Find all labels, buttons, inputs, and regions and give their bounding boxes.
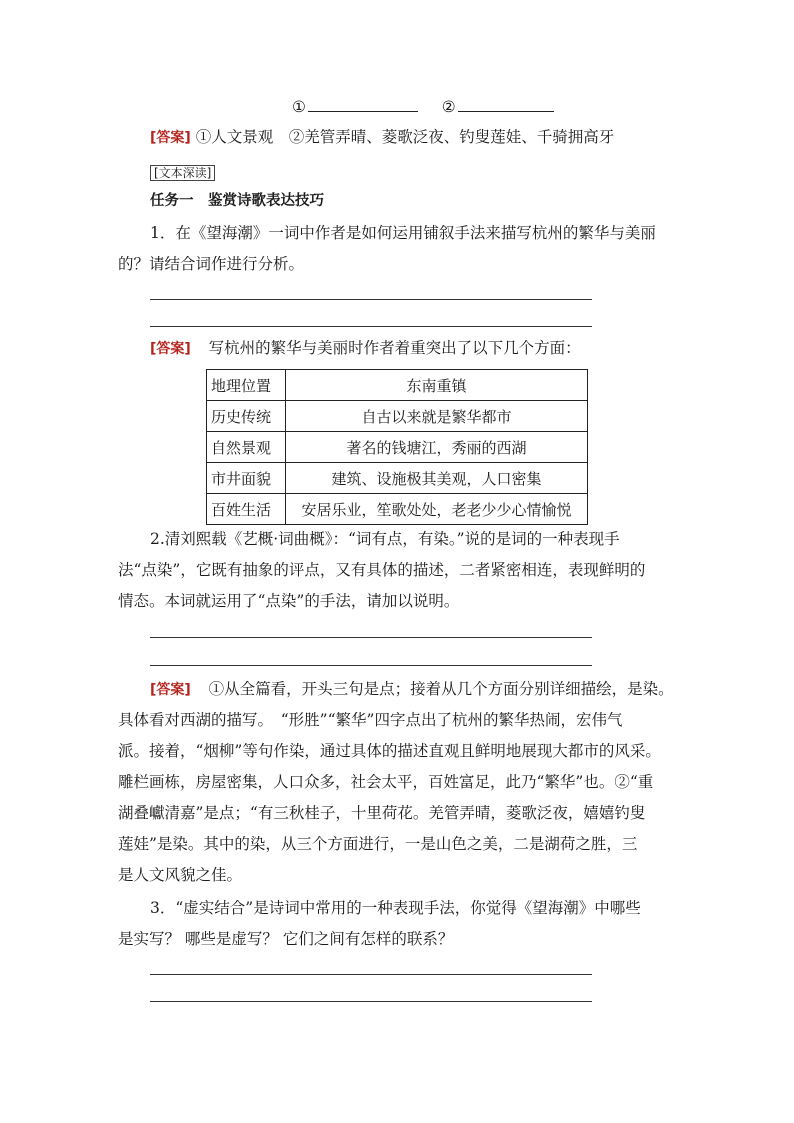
table-value: 东南重镇 [286,370,588,401]
question-3-line-2: 是实写？ 哪些是虚写？ 它们之间有怎样的联系？ [118,930,454,948]
answer-2-text: 写杭州的繁华与美丽时作者着重突出了以下几个方面： [208,339,581,357]
answer-3-line-6: 莲娃”是染。其中的染，从三个方面进行，一是山色之美，二是湖荷之胜，三 [118,835,638,853]
blank-line [292,92,554,123]
answer-2 [150,333,581,365]
question-1-line-1: 1．在《望海潮》一词中作者是如何运用铺叙手法来描写杭州的繁华与美丽 [150,224,656,242]
answer-tag: [答案] [150,341,191,357]
answer-3-line-5: 湖叠巘清嘉”是点；“有三秋桂子，十里荷花。羌管弄晴，菱歌泛夜，嬉嬉钓叟 [118,804,646,822]
table-key: 市井面貌 [207,463,286,494]
table-value: 著名的钱塘江，秀丽的西湖 [286,432,588,463]
blank-field-2[interactable] [458,97,554,112]
answer-3-line-1 [150,674,674,706]
table-row [207,370,588,401]
answer-3-line-4: 雕栏画栋，房屋密集，人口众多，社会太平，百姓富足，此乃“繁华”也。②“重 [118,773,654,791]
answer-3-text-1: ①从全篇看，开头三句是点；接着从几个方面分别详细描绘，是染。 [208,680,674,698]
task-title: 任务一 鉴赏诗歌表达技巧 [150,193,324,209]
question-2-line-2: 法“点染”，它既有抽象的评点，又有具体的描述，二者紧密相连，表现鲜明的 [118,561,646,579]
answer-rule-3[interactable] [150,637,592,638]
table-key: 历史传统 [207,401,286,432]
aspects-table [206,369,588,525]
blank-marker-1: ① [292,98,306,116]
table-key: 自然景观 [207,432,286,463]
answer-tag: [答案] [150,682,191,698]
answer-1-text: ①人文景观 ②羌管弄晴、菱歌泛夜、钓叟莲娃、千骑拥高牙 [195,128,615,146]
answer-3-line-3: 派。接着，“烟柳”等句作染，通过具体的描述直观且鲜明地展现大都市的风采。 [118,742,661,760]
blank-marker-2: ② [441,98,456,116]
answer-3-line-2: 具体看对西湖的描写。 “形胜”“繁华”四字点出了杭州的繁华热闹，宏伟气 [118,711,623,729]
blank-field-1[interactable] [308,97,418,112]
answer-rule-2[interactable] [150,326,592,327]
table-value: 自古以来就是繁华都市 [286,401,588,432]
answer-tag: [答案] [150,130,191,146]
answer-rule-6[interactable] [150,1001,592,1002]
question-2-line-3: 情态。本词就运用了“点染”的手法，请加以说明。 [118,592,460,610]
answer-rule-4[interactable] [150,665,592,666]
table-row [207,494,588,525]
table-row [207,432,588,463]
answer-rule-1[interactable] [150,299,592,300]
table-key: 地理位置 [207,370,286,401]
section-tag: [文本深读] [150,165,215,181]
table-value: 建筑、设施极其美观，人口密集 [286,463,588,494]
question-2-line-1: 2.清刘熙载《艺概·词曲概》：“词有点，有染。”说的是词的一种表现手 [150,530,620,548]
question-1-line-2: 的？请结合词作进行分析。 [118,255,305,273]
question-3-line-1: 3．“虚实结合”是诗词中常用的一种表现手法，你觉得《望海潮》中哪些 [150,899,641,917]
answer-3-line-7: 是人文风貌之佳。 [118,866,243,884]
table-row [207,463,588,494]
section-tag-wrap [150,162,215,181]
table-row [207,401,588,432]
answer-rule-5[interactable] [150,974,592,975]
table-value: 安居乐业，笙歌处处，老老少少心情愉悦 [286,494,588,525]
table-key: 百姓生活 [207,494,286,525]
answer-1 [150,122,614,154]
